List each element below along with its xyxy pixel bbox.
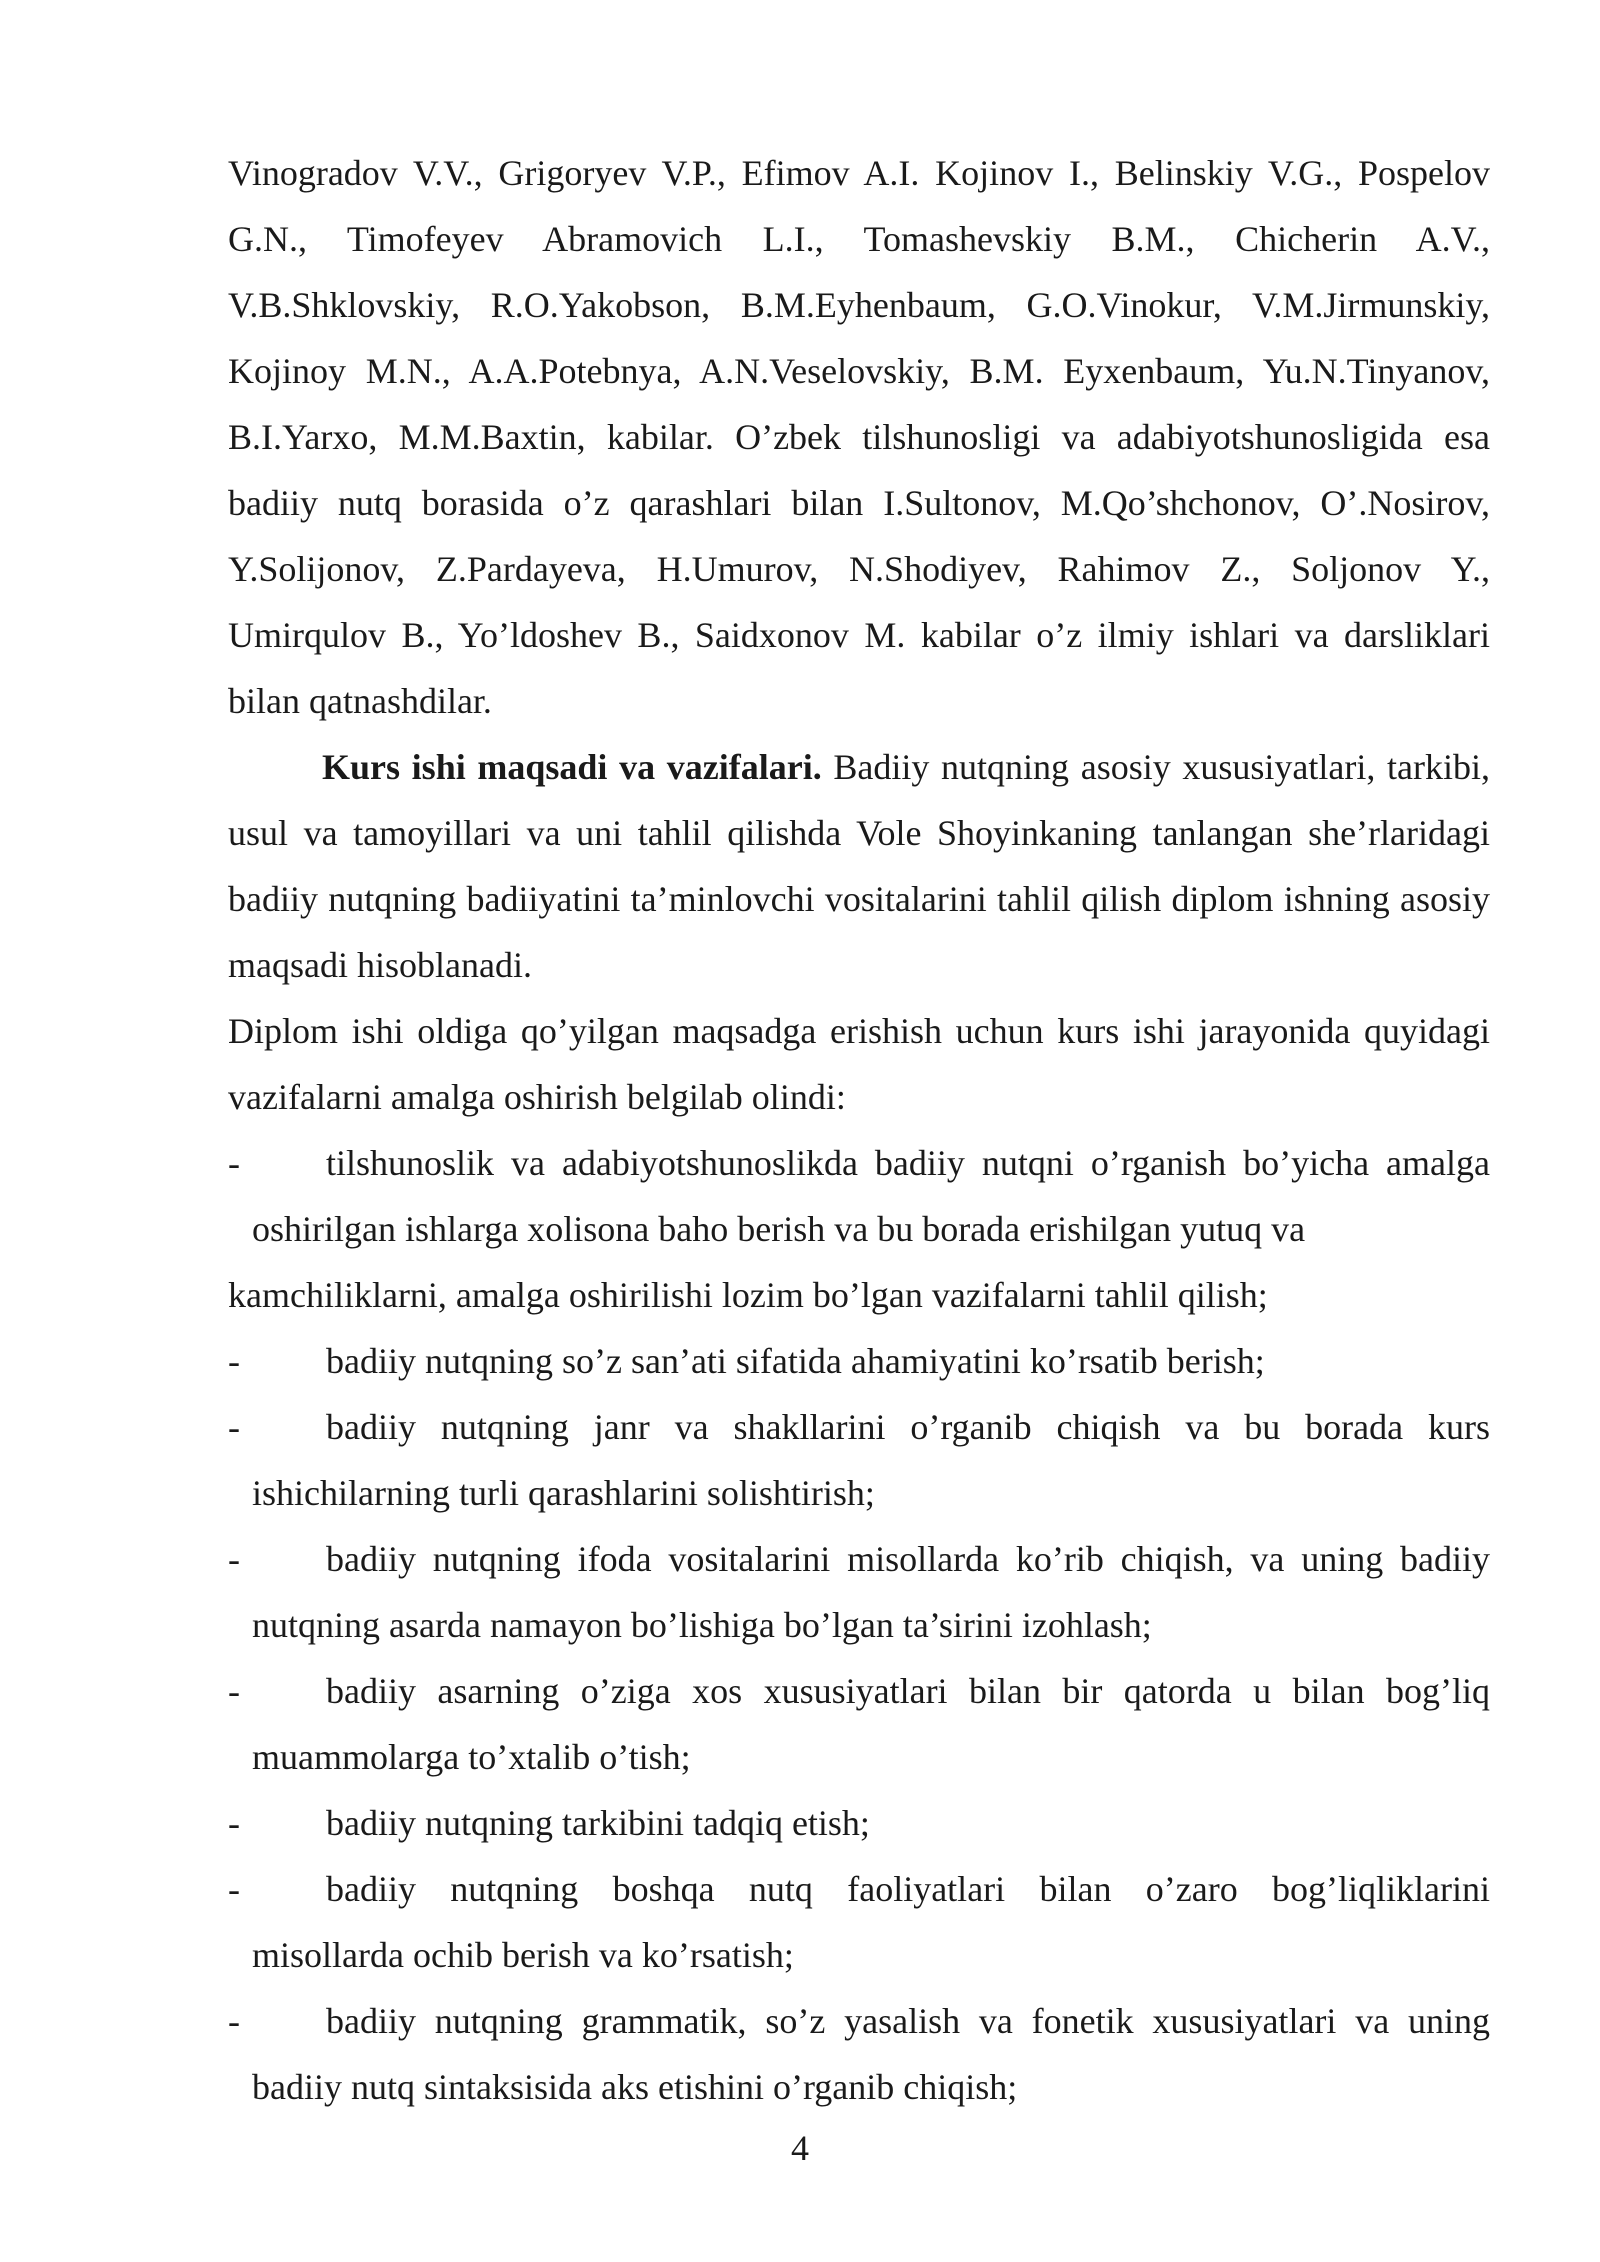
document-page	[228, 140, 1490, 2120]
dash-marker: -	[228, 1869, 240, 1909]
list-item	[228, 1130, 1490, 1328]
list-item	[228, 1394, 1490, 1526]
page-number: 4	[791, 2128, 809, 2168]
intro-paragraph: Vinogradov V.V., Grigoryev V.P., Efimov A.I. Kojinov I., Belinskiy V.G., Pospelov G.N., Timofeyev Abramovich L.I., Tomashevskiy B.M., Chicherin A.V., V.B.Shklovskiy, R.O.Yakobson, B.M.Eyhenbaum, G.O.Vinokur, V.M.Jirmunskiy, Kojinoy M.N., A.A.Potebnya, A.N.Veselovskiy, B.M. Eyxenbaum, Yu.N.Tinyanov, B.I.Yarxo, M.M.Baxtin, kabilar. O’zbek tilshunosligi va adabiyotshunosligida esa badiiy nutq borasida o’z qarashlari bilan I.Sultonov, M.Qo’shchonov, O’.Nosirov, Y.Solijonov, Z.Pardayeva, H.Umurov, N.Shodiyev, Rahimov Z., Soljonov Y., Umirqulov B., Yo’ldoshev B., Saidxonov M. kabilar o’z ilmiy ishlari va darsliklari bilan qatnashdilar.	[228, 153, 1490, 721]
dash-marker: -	[228, 1539, 240, 1579]
list-item-continuation: nutqning asarda namayon bo’lishiga bo’lgan ta’sirini izohlash;	[252, 1605, 1152, 1645]
list-item	[228, 1790, 1490, 1856]
dash-marker: -	[228, 1341, 240, 1381]
list-item-text: badiiy nutqning grammatik, so’z yasalish va fonetik xususiyatlari va uning	[326, 2001, 1490, 2041]
list-item	[228, 1658, 1490, 1790]
list-item-continuation: ishichilarning turli qarashlarini solishtirish;	[252, 1473, 875, 1513]
goals-paragraph	[228, 734, 1490, 998]
list-item-continuation: kamchiliklarni, amalga oshirilishi lozim bo’lgan vazifalarni tahlil qilish;	[228, 1275, 1268, 1315]
list-item	[228, 1988, 1490, 2120]
list-item	[228, 1856, 1490, 1988]
dash-marker: -	[228, 1803, 240, 1843]
list-item	[228, 1328, 1490, 1394]
list-item-text: tilshunoslik va adabiyotshunoslikda badiiy nutqni o’rganish bo’yicha amalga	[326, 1143, 1490, 1183]
dash-marker: -	[228, 2001, 240, 2041]
goals-heading: Kurs ishi maqsadi va vazifalari.	[322, 747, 822, 787]
list-item-text: badiiy nutqning janr va shakllarini o’rganib chiqish va bu borada kurs	[326, 1407, 1490, 1447]
list-item-text: badiiy asarning o’ziga xos xususiyatlari bilan bir qatorda u bilan bog’liq	[326, 1671, 1490, 1711]
list-item-continuation: badiiy nutq sintaksisida aks etishini o’rganib chiqish;	[252, 2067, 1018, 2107]
list-item-continuation: misollarda ochib berish va ko’rsatish;	[252, 1935, 794, 1975]
list-item-text: badiiy nutqning boshqa nutq faoliyatlari bilan o’zaro bog’liqliklarini	[326, 1869, 1490, 1909]
list-item-continuation: muammolarga to’xtalib o’tish;	[252, 1737, 691, 1777]
list-item	[228, 1526, 1490, 1658]
dash-marker: -	[228, 1671, 240, 1711]
list-item-text: badiiy nutqning ifoda vositalarini misollarda ko’rib chiqish, va uning badiiy	[326, 1539, 1490, 1579]
tasks-intro: Diplom ishi oldiga qo’yilgan maqsadga erishish uchun kurs ishi jarayonida quyidagi vazifalarni amalga oshirish belgilab olindi:	[228, 1011, 1490, 1117]
dash-marker: -	[228, 1407, 240, 1447]
list-item-text: badiiy nutqning so’z san’ati sifatida ahamiyatini ko’rsatib berish;	[326, 1341, 1265, 1381]
list-item-continuation: oshirilgan ishlarga xolisona baho berish va bu borada erishilgan yutuq va	[252, 1209, 1306, 1249]
goals-text: Badiiy nutqning asosiy xususiyatlari, tarkibi, usul va tamoyillari va uni tahlil qilishda Vole Shoyinkaning tanlangan she’rlaridagi badiiy nutqning badiiyatini ta’minlovchi vositalarini tahlil qilish diplom ishning asosiy maqsadi hisoblanadi.	[228, 747, 1490, 985]
dash-marker: -	[228, 1143, 240, 1183]
list-item-text: badiiy nutqning tarkibini tadqiq etish;	[326, 1803, 870, 1843]
